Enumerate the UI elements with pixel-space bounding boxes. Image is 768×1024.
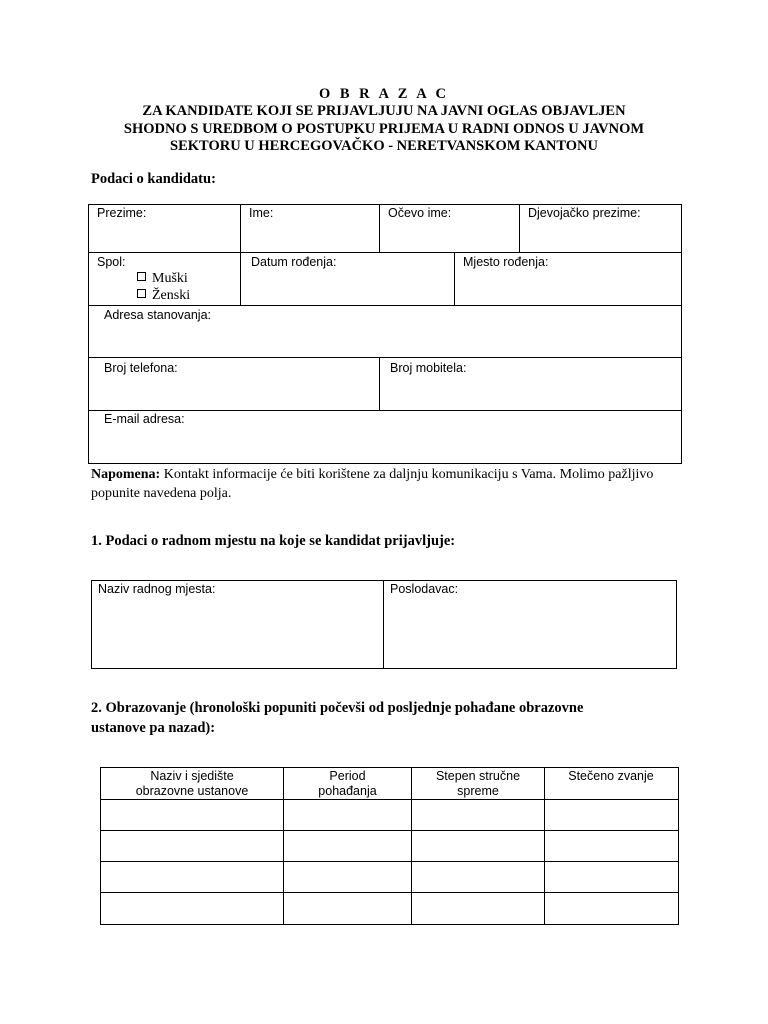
naziv-radnog-mjesta-field[interactable]: Naziv radnog mjesta: bbox=[98, 582, 216, 596]
spol-option-label: Muški bbox=[152, 271, 188, 286]
adresa-field[interactable]: Adresa stanovanja: bbox=[104, 308, 212, 322]
education-cell[interactable] bbox=[545, 800, 677, 830]
note-text: Kontakt informacije će biti korištene za daljnju komunikaciju s Vama. Molimo pažljivo popunite navedena polja. bbox=[91, 467, 654, 501]
education-cell[interactable] bbox=[545, 862, 677, 892]
spol-option-zenski[interactable] bbox=[137, 287, 190, 304]
checkbox-icon[interactable] bbox=[137, 289, 146, 298]
candidate-section-title: Podaci o kandidatu: bbox=[91, 171, 216, 187]
candidate-col-divider bbox=[454, 252, 455, 305]
djevojacko-prezime-field[interactable]: Djevojačko prezime: bbox=[528, 206, 641, 220]
datum-rodjenja-field[interactable]: Datum rođenja: bbox=[251, 255, 337, 269]
education-cell[interactable] bbox=[412, 800, 544, 830]
candidate-row-divider bbox=[88, 357, 682, 358]
education-cell[interactable] bbox=[101, 831, 283, 861]
email-field[interactable]: E-mail adresa: bbox=[104, 412, 185, 426]
form-subtitle-line-1: ZA KANDIDATE KOJI SE PRIJAVLJUJU NA JAVNI OGLAS OBJAVLJEN bbox=[142, 103, 626, 119]
education-cell[interactable] bbox=[101, 862, 283, 892]
header-line: spreme bbox=[457, 784, 499, 798]
prezime-field[interactable]: Prezime: bbox=[97, 206, 147, 220]
header-line: Stepen stručne bbox=[435, 769, 521, 783]
spol-option-label: Ženski bbox=[152, 288, 191, 303]
education-cell[interactable] bbox=[284, 831, 411, 861]
education-cell[interactable] bbox=[545, 831, 677, 861]
note-paragraph bbox=[91, 465, 691, 503]
education-cell[interactable] bbox=[545, 893, 677, 923]
checkbox-icon[interactable] bbox=[137, 272, 146, 281]
candidate-row-divider bbox=[88, 252, 682, 253]
section1-title: 1. Podaci o radnom mjestu na koje se kandidat prijavljuje: bbox=[91, 533, 456, 549]
spol-label: Spol: bbox=[97, 255, 126, 269]
job-col-divider bbox=[383, 580, 384, 668]
header-line: Stečeno zvanje bbox=[568, 769, 654, 783]
header-line: obrazovne ustanove bbox=[135, 784, 249, 798]
section2-title-line-1: 2. Obrazovanje (hronološki popuniti počevši od posljednje pohađane obrazovne bbox=[91, 700, 584, 716]
mjesto-rodjenja-field[interactable]: Mjesto rođenja: bbox=[463, 255, 549, 269]
education-header-period bbox=[284, 769, 411, 799]
education-cell[interactable] bbox=[284, 893, 411, 923]
form-title: O B R A Z A C bbox=[318, 86, 450, 102]
note-label: Napomena: bbox=[91, 467, 161, 482]
education-header-degree bbox=[412, 769, 544, 799]
education-cell[interactable] bbox=[412, 831, 544, 861]
candidate-col-divider bbox=[240, 252, 241, 305]
section2-title-line-2: ustanove pa nazad): bbox=[91, 720, 216, 736]
poslodavac-field[interactable]: Poslodavac: bbox=[390, 582, 459, 596]
candidate-row-divider bbox=[88, 410, 682, 411]
candidate-col-divider bbox=[379, 204, 380, 252]
education-cell[interactable] bbox=[412, 893, 544, 923]
candidate-row-divider bbox=[88, 305, 682, 306]
education-cell[interactable] bbox=[284, 800, 411, 830]
header-line: Period bbox=[329, 769, 366, 783]
education-cell[interactable] bbox=[101, 800, 283, 830]
spol-option-muski[interactable] bbox=[137, 270, 188, 287]
broj-telefona-field[interactable]: Broj telefona: bbox=[104, 361, 178, 375]
candidate-col-divider bbox=[379, 357, 380, 410]
education-cell[interactable] bbox=[412, 862, 544, 892]
form-subtitle-line-2: SHODNO S UREDBOM O POSTUPKU PRIJEMA U RADNI ODNOS U JAVNOM bbox=[123, 121, 645, 137]
ime-field[interactable]: Ime: bbox=[249, 206, 274, 220]
education-cell[interactable] bbox=[101, 893, 283, 923]
candidate-col-divider bbox=[240, 204, 241, 252]
broj-mobitela-field[interactable]: Broj mobitela: bbox=[390, 361, 467, 375]
education-header-title bbox=[545, 769, 677, 784]
ocevo-ime-field[interactable]: Očevo ime: bbox=[388, 206, 452, 220]
form-subtitle-line-3: SEKTORU U HERCEGOVAČKO - NERETVANSKOM KANTONU bbox=[170, 138, 598, 154]
education-header-institution bbox=[101, 769, 283, 799]
header-line: pohađanja bbox=[318, 784, 377, 798]
education-cell[interactable] bbox=[284, 862, 411, 892]
header-line: Naziv i sjedište bbox=[150, 769, 234, 783]
candidate-col-divider bbox=[519, 204, 520, 252]
